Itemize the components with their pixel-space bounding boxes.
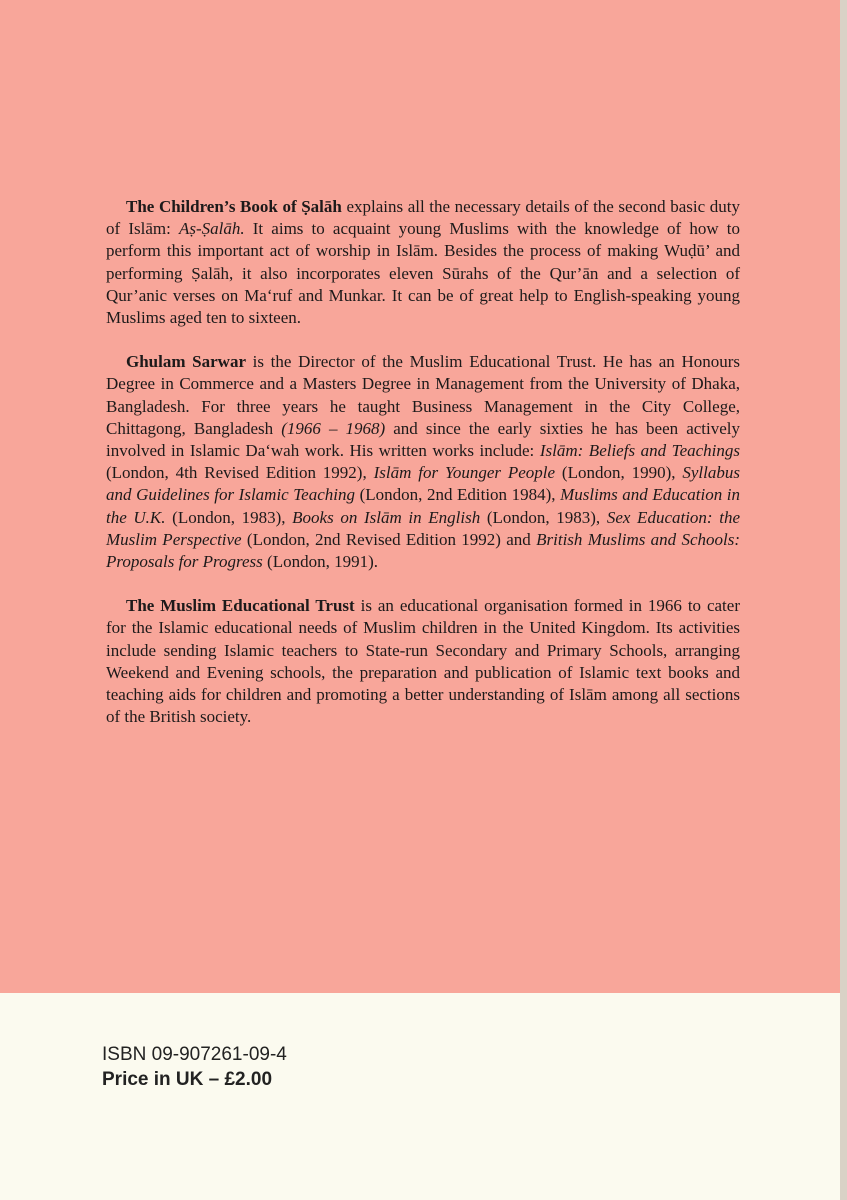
- work-title: Muslims and Education in the U.K.: [106, 485, 741, 527]
- work-title: Islām: Beliefs and Teachings: [539, 441, 740, 461]
- work-title: Islām for Younger People: [373, 463, 556, 483]
- trust-description: [106, 595, 740, 728]
- book-description: [106, 196, 740, 329]
- description-italic: Aṣ-Ṣalāh.: [178, 219, 245, 239]
- work-title: Syllabus and Guidelines for Islamic Teaching: [106, 463, 740, 505]
- bio-text: (London, 2nd Revised Edition 1992) and: [241, 529, 537, 549]
- back-cover-text: [106, 196, 740, 750]
- bio-text: is the Director of the Muslim Educational Trust. He has an Honours Degree in Commerce and a Masters Degree in Management from the University of Dhaka, Bangladesh. For three years he taught Business Management in the City College, Chittagong, Bangladesh: [106, 352, 740, 438]
- bio-text: (London, 1983),: [480, 507, 607, 527]
- cover-edge: [840, 0, 847, 1200]
- bio-text: (London, 1990),: [555, 463, 683, 483]
- bio-text: (London, 2nd Edition 1984),: [355, 485, 561, 505]
- description-text-1: explains all the necessary details of the second basic duty of Islām:: [106, 197, 740, 239]
- price-label: Price in UK – £2.00: [102, 1069, 273, 1090]
- bio-text: (London, 1991).: [262, 552, 379, 572]
- book-title: The Children’s Book of Ṣalāh: [126, 197, 342, 216]
- author-name: Ghulam Sarwar: [126, 352, 246, 372]
- work-title: British Muslims and Schools: Proposals for Progress: [106, 529, 741, 572]
- bottom-panel: [0, 993, 840, 1200]
- bio-text: (London, 1983),: [165, 507, 293, 527]
- trust-name: The Muslim Educational Trust: [126, 596, 355, 616]
- isbn-number: ISBN 09-907261-09-4: [102, 1044, 287, 1065]
- work-title: Books on Islām in English: [292, 507, 481, 527]
- trust-text: is an educational organisation formed in 1966 to cater for the Islamic educational needs of Muslim children in the United Kingdom. Its activities include sending Islamic teachers to State-run Secondary and Primary Schools, arranging Weekend and Evening schools, the preparation and publication of Islamic text books and teaching aids for children and promoting a better understanding of Islām among all sections of the British society.: [106, 596, 740, 727]
- bio-text: (London, 4th Revised Edition 1992),: [106, 463, 374, 483]
- description-text-2: It aims to acquaint young Muslims with the knowledge of how to perform this important act of worship in Islām. Besides the process of making Wuḍū’ and performing Ṣalāh, it also incorporates eleven Sūrahs of the Qur’ān and a selection of Qur’anic verses on Ma‘ruf and Munkar. It can be of great help to English-speaking young Muslims aged ten to sixteen.: [106, 219, 741, 328]
- bio-text: and since the early sixties he has been actively involved in Islamic Da‘wah work. His written works include:: [106, 418, 741, 461]
- bio-years: (1966 – 1968): [281, 418, 386, 438]
- author-bio: [106, 351, 740, 573]
- work-title: Sex Education: the Muslim Perspective: [106, 507, 740, 549]
